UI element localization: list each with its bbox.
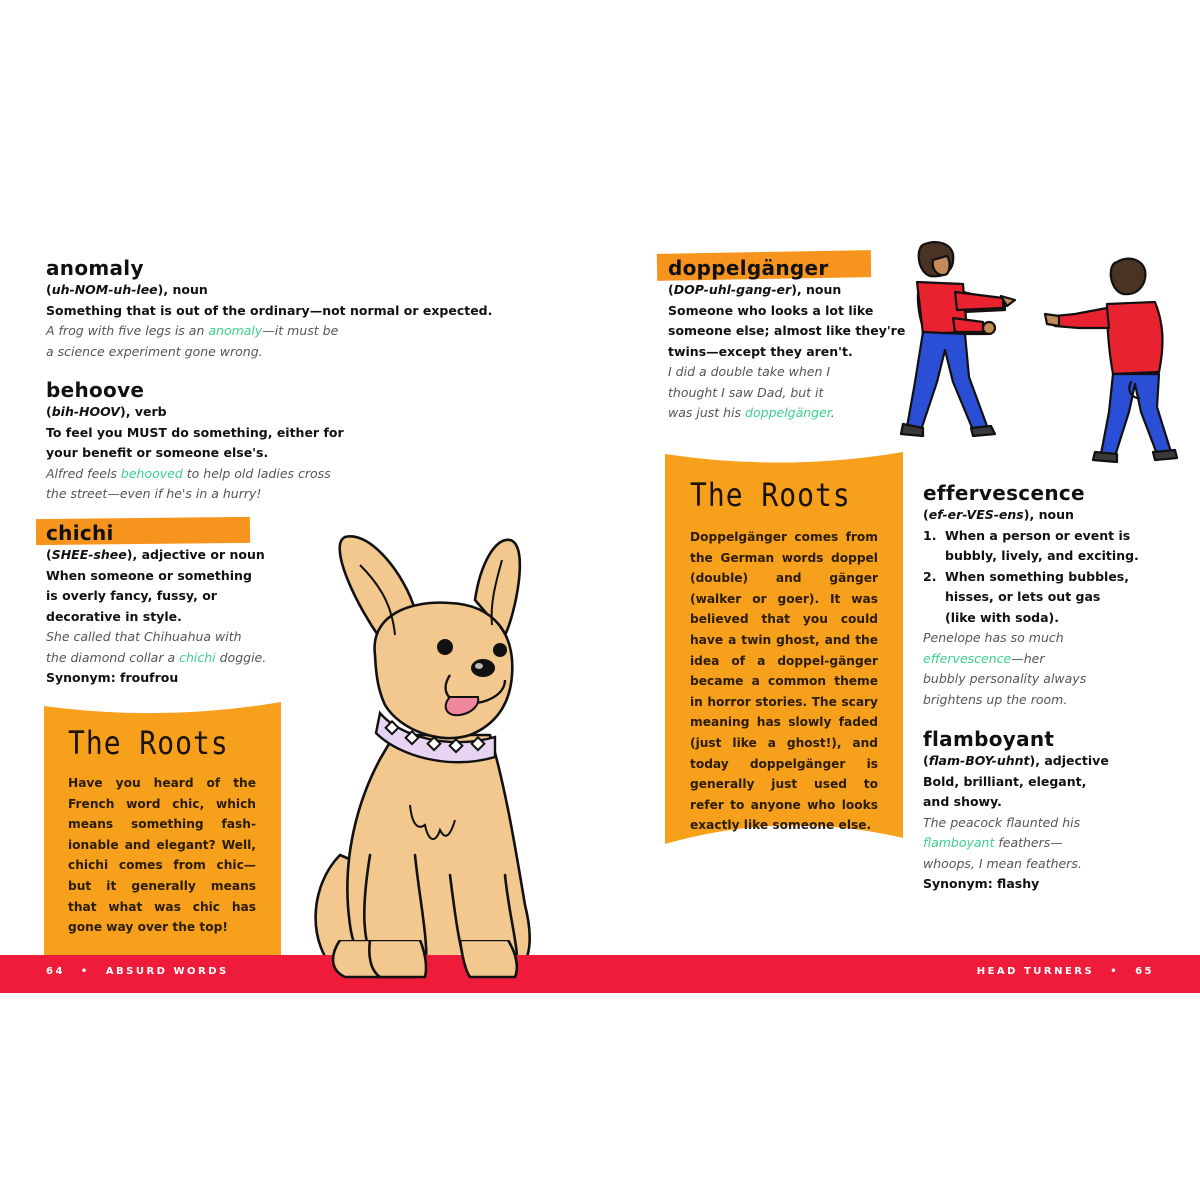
folio-right [977,966,1154,977]
example-sentence: I did a double take when I [668,364,831,379]
definition-cont: someone else; almost like they're [668,323,906,338]
headword: anomaly [46,256,144,280]
example-sentence-cont: thought I saw Dad, but it [668,384,824,400]
keyword-highlight: behooved [120,465,183,481]
definition-item: 2. When something bubbles, hisses, or lets out gas (like with soda). [923,568,1129,625]
pronunciation: (DOP-uhl-gang-er), noun [668,282,842,297]
example-sentence-cont: bubbly personality always [923,671,1087,686]
definition-item: 1. When a person or event is bubbly, lively, and exciting. [923,527,1139,563]
dog-paws-overlay [300,940,560,995]
entry-behoove [46,378,386,505]
example-sentence: A frog with five legs is an anomaly—it must be [46,323,339,338]
definition-cont: decorative in style. [46,608,182,624]
definition-cont: twins—except they aren't. [668,343,853,359]
roots-title: The Roots [68,724,229,762]
example-sentence: She called that Chihuahua with [46,629,242,644]
entry-chichi [46,521,306,689]
page-number: 65 [1135,966,1154,977]
section-title: HEAD TURNERS [976,966,1095,977]
example-sentence-cont: the street—even if he's in a hurry! [46,486,262,501]
two-men-pointing-icon [895,232,1185,477]
entry-flamboyant [923,727,1153,895]
dog-icon [300,525,560,995]
example-sentence-cont: a science experiment gone wrong. [46,343,263,359]
headword: effervescence [923,481,1085,505]
roots-box-right [665,450,903,844]
headword: doppelgänger [668,256,829,280]
keyword-highlight: anomaly [208,323,263,338]
example-sentence-cont: whoops, I mean feathers. [923,855,1082,871]
definition: Someone who looks a lot like [668,302,874,318]
roots-box-left [44,700,281,956]
entry-anomaly [46,256,506,362]
roots-body: Doppelgänger comes from the German words doppel (double) and gänger (walker or goer). It was believed that you could have a twin ghost, and the idea of a doppel-gänger became a common theme in horror stories. The scary meaning has slowly faded (just like a ghost!), and today doppelgänger is generally just used to refer to anyone who looks exactly like someone else. [690,530,878,833]
headword: chichi [46,521,114,545]
chihuahua-illustration [300,525,560,995]
synonym: Synonym: flashy [923,876,1040,891]
definition: Something that is out of the ordinary—not normal or expected. [46,302,493,318]
folio-separator: • [80,966,90,977]
example-sentence: Alfred feels behooved to help old ladies cross [46,465,331,481]
definition-cont: and showy. [923,794,1002,809]
definition-list [923,526,1153,629]
roots-body: Have you heard of the French word chic, which means something fash-ionable and elegant? Well, chichi comes from chic—but it generally means that what was chic has gone way over the top! [68,776,256,935]
example-sentence: Penelope has so much [923,630,1064,645]
headword: flamboyant [923,727,1055,751]
keyword-highlight: effervescence [923,650,1012,666]
example-sentence: The peacock flaunted his [923,814,1081,830]
pronunciation: (ef-er-VES-ens), noun [923,507,1074,522]
pronunciation: (SHEE-shee), adjective or noun [46,547,265,562]
page-number: 64 [46,966,65,977]
synonym: Synonym: froufrou [46,670,179,685]
definition: Bold, brilliant, elegant, [923,773,1087,789]
definition: To feel you MUST do something, either for [46,424,344,440]
entry-doppelganger [668,256,913,424]
keyword-highlight: flamboyant [923,835,995,850]
example-sentence-cont: the diamond collar a chichi doggie. [46,649,267,665]
pronunciation: (bih-HOOV), verb [46,404,167,419]
keyword-highlight: doppelgänger [745,405,831,420]
example-sentence-cont: brightens up the room. [923,691,1068,707]
definition-cont: is overly fancy, fussy, or [46,588,217,603]
doppelganger-illustration [895,232,1185,477]
dog-paws-icon [300,940,560,995]
example-sentence-cont: was just his doppelgänger. [668,405,835,420]
entry-effervescence [923,481,1153,710]
definition-cont: your benefit or someone else's. [46,445,269,460]
pronunciation: (flam-BOY-uhnt), adjective [923,753,1109,768]
section-title: ABSURD WORDS [105,966,229,977]
folio-separator: • [1110,966,1120,977]
roots-title: The Roots [690,476,851,514]
keyword-highlight: chichi [179,649,216,665]
pronunciation: (uh-NOM-uh-lee), noun [46,282,208,297]
headword: behoove [46,378,145,402]
definition: When someone or something [46,567,252,583]
example-sentence-cont: flamboyant feathers— [923,835,1063,850]
folio-left [46,966,229,977]
example-sentence-cont: effervescence—her [923,650,1045,666]
